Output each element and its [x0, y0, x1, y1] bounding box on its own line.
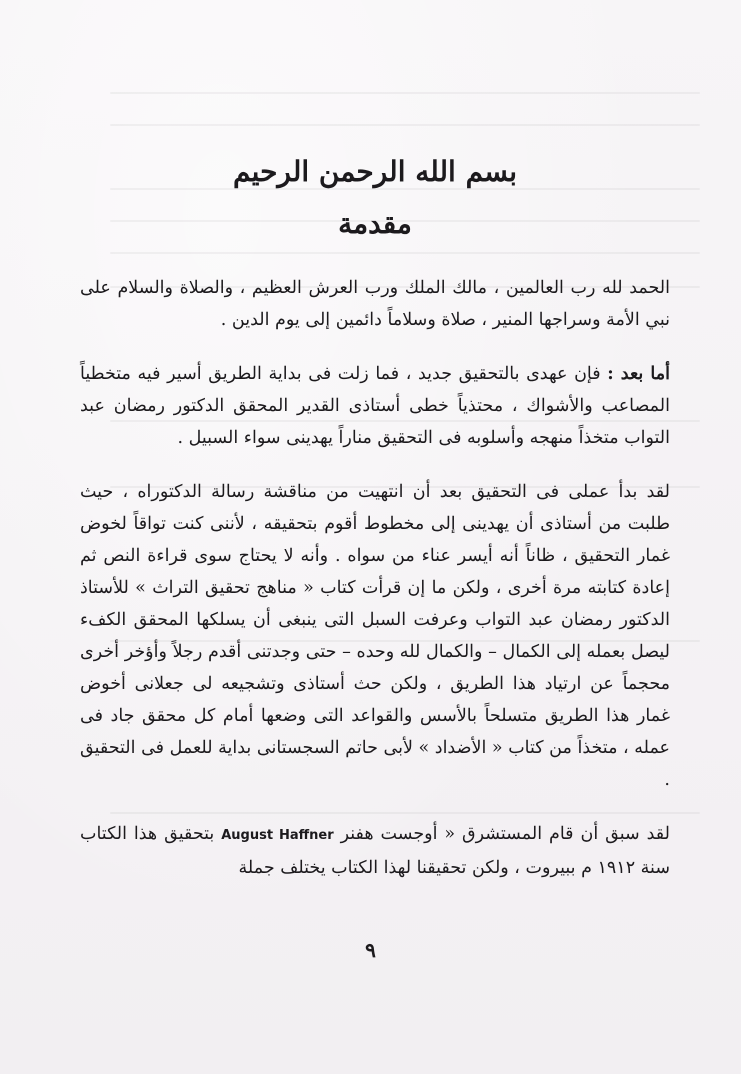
paragraph-lead: أما بعد :: [607, 364, 670, 384]
bleed-through-line: [110, 92, 700, 94]
paragraph-haffner: [80, 818, 670, 884]
paragraph-amma-baad: [80, 358, 670, 454]
page-number: ٩: [365, 938, 376, 962]
paragraph-beginning: [80, 476, 670, 796]
bleed-through-line: [110, 124, 700, 126]
paragraph-text-after: بتحقيق هذا الكتاب سنة ١٩١٢ م ببيروت ، ولكن تحقيقنا لهذا الكتاب يختلف جملة: [80, 824, 670, 878]
latin-name: August Haffner: [221, 828, 334, 843]
paragraph-text-before: لقد سبق أن قام المستشرق « أوجست هفنر: [333, 824, 670, 844]
basmala-title: بسم الله الرحمن الرحيم: [233, 155, 517, 188]
paragraph-praise: [80, 272, 670, 336]
paragraph-text: فإن عهدى بالتحقيق جديد ، فما زلت فى بداية الطريق أسير فيه متخطياً المصاعب والأشواك ، محتذياً خطى أستاذى القدير المحقق الدكتور رمضان عبد التواب متخذاً منهجه وأسلوبه فى التحقيق مناراً يهدينى سواء السبيل .: [80, 364, 670, 448]
page-content: [80, 150, 670, 906]
paragraph-text: الحمد لله رب العالمين ، مالك الملك ورب العرش العظيم ، والصلاة والسلام على نبي الأمة وسراجها المنير ، صلاة وسلاماً دائمين إلى يوم الدين .: [80, 278, 670, 330]
paragraph-text: لقد بدأ عملى فى التحقيق بعد أن انتهيت من مناقشة رسالة الدكتوراه ، حيث طلبت من أستاذى أن يهدينى إلى مخطوط أقوم بتحقيقه ، لأننى كنت تواقاً لخوض غمار التحقيق ، ظاناً أنه أيسر عناء من سواه . وأنه لا يحتاج سوى قراءة النص ثم إعادة كتابته مرة أخرى ، ولكن ما إن قرأت كتاب « مناهج تحقيق التراث » للأستاذ الدكتور رمضان عبد التواب وعرفت السبل التى ينبغى أن يسلكها المحقق الكفء ليصل بعمله إلى الكمال – والكمال لله وحده – حتى وجدتنى أقدم رجلاً وأؤخر أخرى محجماً عن ارتياد هذا الطريق ، ولكن حث أستاذى وتشجيعه لى جعلانى أخوض غمار هذا الطريق متسلحاً بالأسس والقواعد التى وضعها أمام كل محقق جاد فى عمله ، متخذاً من كتاب « الأضداد » لأبى حاتم السجستانى بداية للعمل فى التحقيق .: [80, 482, 670, 790]
introduction-heading: مقدمة: [338, 207, 412, 240]
